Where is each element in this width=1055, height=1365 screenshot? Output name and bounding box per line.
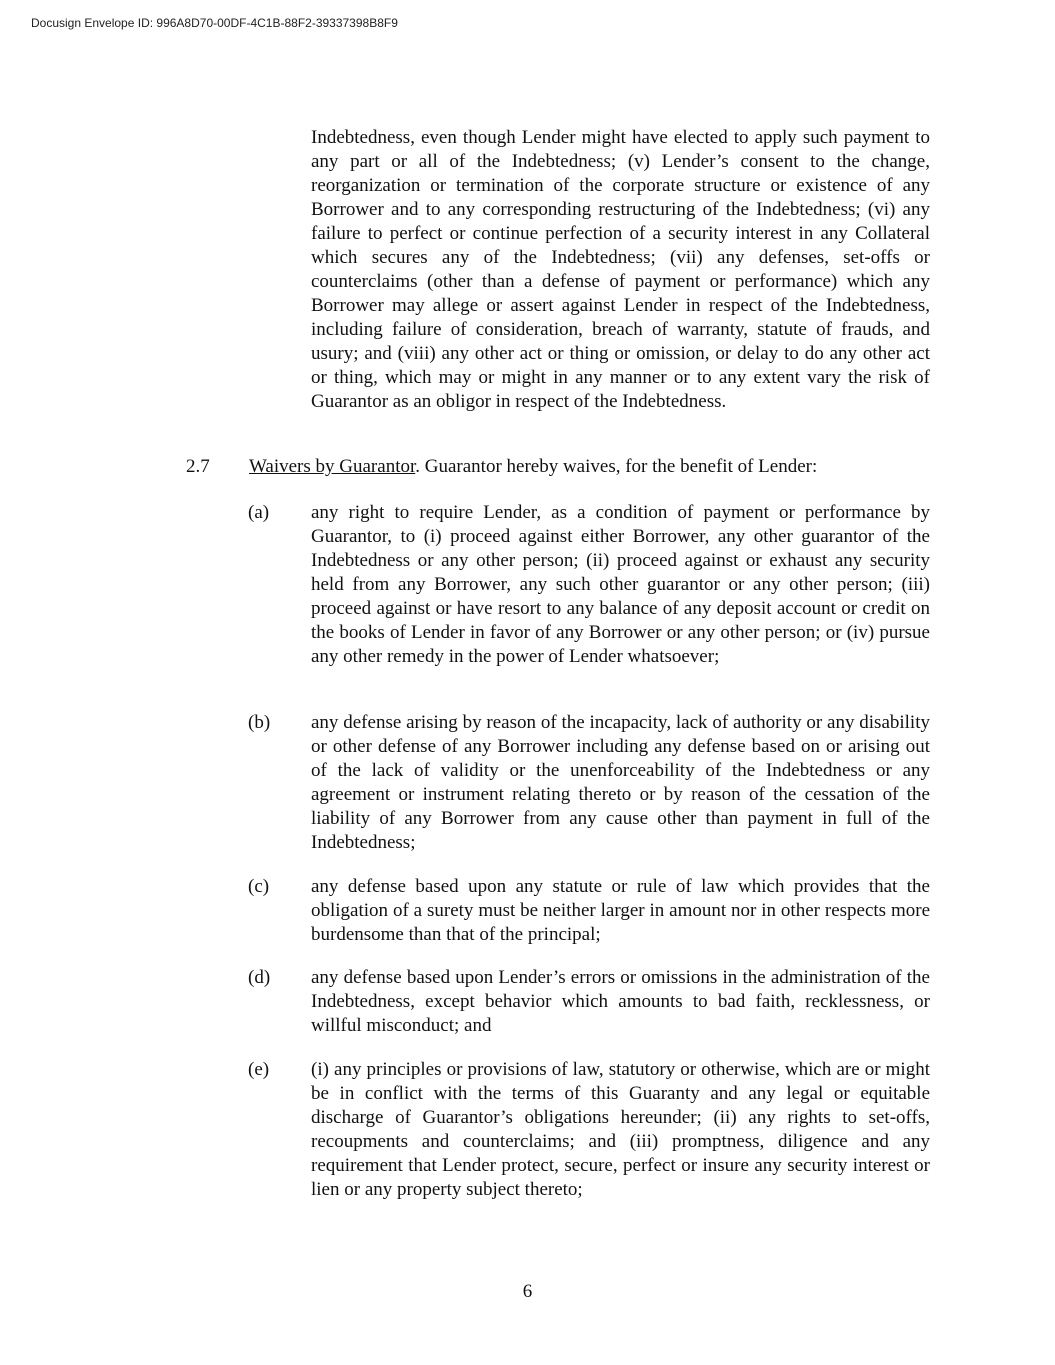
list-item-text: any defense based upon any statute or rule of law which provides that the obligation of a surety must be neither larger in amount nor in other respects more burdensome than that of the principal; [311,876,930,945]
section-number: 2.7 [186,456,210,477]
list-item-text: any defense arising by reason of the incapacity, lack of authority or any disability or other defense of any Borrower including any defense based on or arising out of the lack of validity or the unenforceability of the Indebtedness or any agreement or instrument relating thereto or by reason of the cessation of the liability of any Borrower from any cause other than payment in full of the Indebtedness; [311,712,930,853]
list-item-label: (a) [248,502,270,523]
envelope-id-header: Docusign Envelope ID: 996A8D70-00DF-4C1B-88F2-39337398B8F9 [31,16,398,30]
list-item-text: (i) any principles or provisions of law, statutory or otherwise, which are or might be in conflict with the terms of this Guaranty and any legal or equitable discharge of Guarantor’s obligations hereunder; (ii) any rights to set-offs, recoupments and counterclaims; and (iii) promptness, diligence and any requirement that Lender protect, secure, perfect or insure any security interest or lien or any property subject thereto; [311,1059,930,1200]
list-item-label: (d) [248,967,271,988]
list-item-text: any right to require Lender, as a condition of payment or performance by Guarantor, to (i) proceed against either Borrower, any other guarantor of the Indebtedness or any other person; (ii) proceed against or exhaust any security held from any Borrower, any such other guarantor or any other person; (iii) proceed against or have resort to any balance of any deposit account or credit on the books of Lender in favor of any Borrower or any other person; or (iv) pursue any other remedy in the power of Lender whatsoever; [311,502,930,667]
page-number: 6 [522,1281,533,1302]
list-item-label: (e) [248,1059,270,1080]
continuation-paragraph: Indebtedness, even though Lender might have elected to apply such payment to any part or all of the Indebtedness; (v) Lender’s consent to the change, reorganization or termination of the corporate structure or existence of any Borrower and to any corresponding restructuring of the Indebtedness; (vi) any failure to perfect or continue perfection of a security interest in any Collateral which secures any of the Indebtedness; (vii) any defenses, set-offs or counterclaims (other than a defense of payment or performance) which any Borrower may allege or assert against Lender in respect of the Indebtedness, including failure of consideration, breach of warranty, statute of frauds, and usury; and (viii) any other act or thing or omission, or delay to do any other act or thing, which may or might in any manner or to any extent vary the risk of Guarantor as an obligor in respect of the Indebtedness. [311,127,930,412]
section-heading-text [249,455,817,479]
section-title: Waivers by Guarantor [249,456,416,477]
list-item-label: (c) [248,876,270,897]
list-item-text: any defense based upon Lender’s errors or omissions in the administration of the Indebtedness, except behavior which amounts to bad faith, recklessness, or willful misconduct; and [311,967,930,1036]
section-intro: . Guarantor hereby waives, for the benefit of Lender: [415,456,818,477]
list-item-label: (b) [248,712,271,733]
